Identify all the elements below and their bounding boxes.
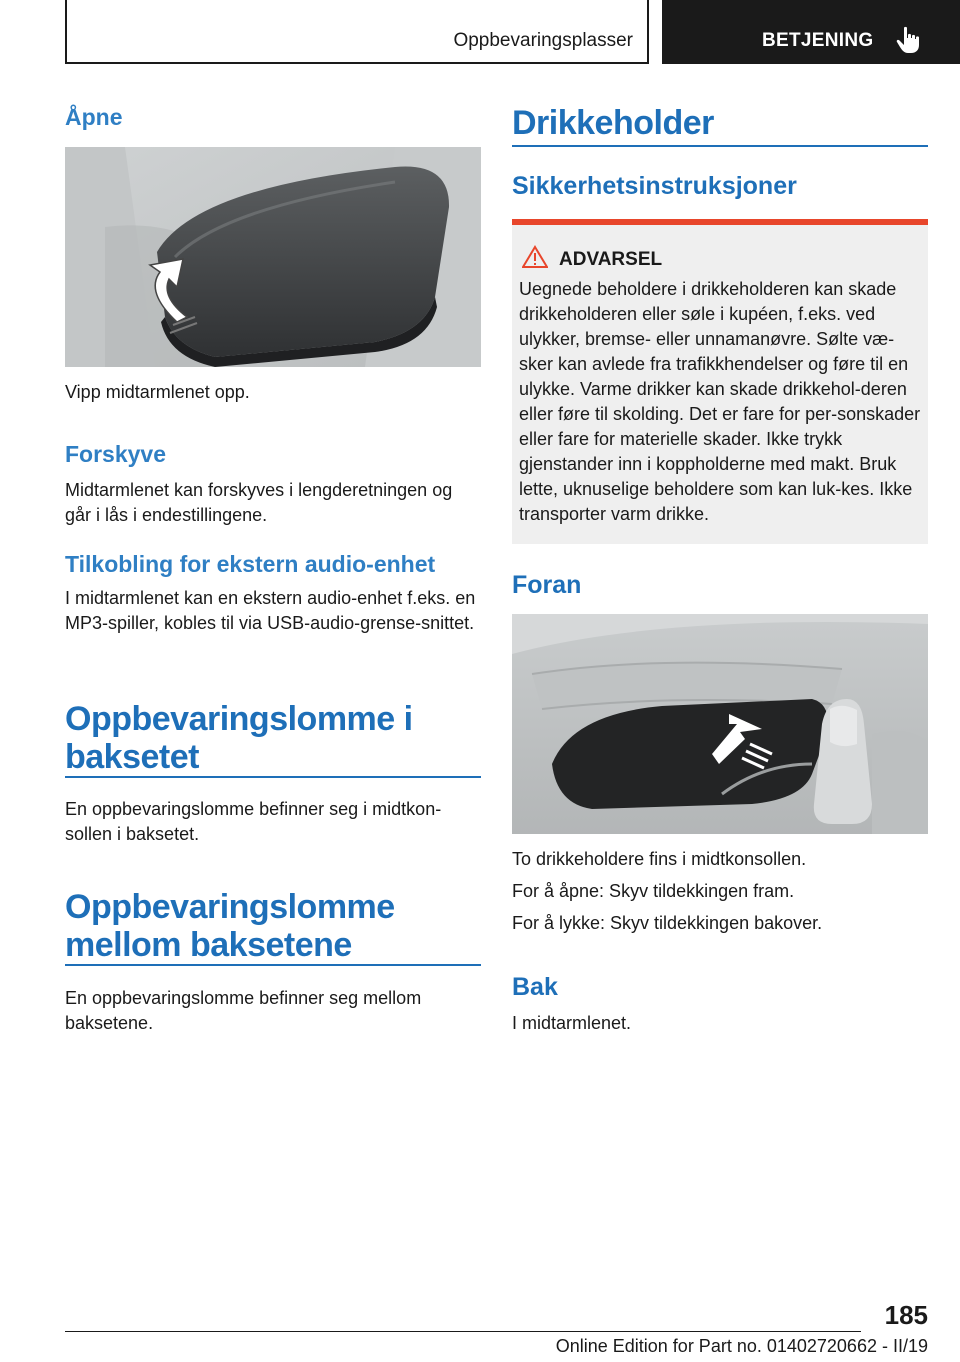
open-caption: Vipp midtarmlenet opp. xyxy=(65,382,250,402)
shift-heading: Forskyve xyxy=(65,441,167,467)
header-chapter-tab xyxy=(662,0,960,64)
front-line3: For å lykke: Skyv tildekkingen bakover. xyxy=(512,913,823,933)
front-heading: Foran xyxy=(512,571,582,599)
warning-box xyxy=(512,219,928,544)
between-heading: Oppbevaringslomme mellom baksetene xyxy=(65,888,395,964)
warning-triangle-icon xyxy=(522,245,548,269)
header-section-tab xyxy=(65,0,649,64)
footer-rule xyxy=(65,1331,861,1332)
rear-heading: Bak xyxy=(512,973,558,1001)
front-line2: For å åpne: Skyv tildekkingen fram. xyxy=(512,881,795,901)
rear-seat-text: En oppbevaringslomme befinner seg i midtkon-sollen i baksetet. xyxy=(65,799,442,844)
header-section-title: Oppbevaringsplasser xyxy=(453,30,633,51)
header-chapter-title: BETJENING xyxy=(762,30,874,51)
warning-title: ADVARSEL xyxy=(559,249,663,270)
rear-text: I midtarmlenet. xyxy=(512,1013,632,1033)
between-rule xyxy=(65,964,481,966)
between-text: En oppbevaringslomme befinner seg mellom baksetene. xyxy=(65,988,422,1033)
warning-text: Uegnede beholdere i drikkeholderen kan skade drikkeholderen eller søle i kupéen, f.eks. ved ulykker, bremse- eller unnamanøvre. Sølte væ-sker kan avlede fra trafikkhendelser og føre til en ulykke. Varme drikker kan skade drikkehol-deren eller føre til skolding. Det er fare for per-sonskader eller fare for materielle skader. Ikke trykk gjenstander inn i koppholderne med makt. Bruk lette, uknuselige beholdere som kan luk-kes. Ikke transporter varm drikke. xyxy=(519,279,921,524)
armrest-photo xyxy=(65,147,481,367)
rear-seat-heading: Oppbevaringslomme i baksetet xyxy=(65,700,413,776)
audio-heading: Tilkobling for ekstern audio-enhet xyxy=(65,551,436,577)
shift-text: Midtarmlenet kan forskyves i lengderetningen og går i lås i endestillingene. xyxy=(65,480,453,525)
safety-heading: Sikkerhetsinstruksjoner xyxy=(512,172,797,200)
drink-holder-heading: Drikkeholder xyxy=(512,104,714,142)
drink-holder-rule xyxy=(512,145,928,147)
rear-seat-rule xyxy=(65,776,481,778)
open-heading: Åpne xyxy=(65,104,123,130)
page-number: 185 xyxy=(884,1300,928,1330)
edition-line: Online Edition for Part no. 01402720662 - II/19 xyxy=(555,1336,928,1356)
cupholder-photo xyxy=(512,614,928,834)
hand-pointer-icon xyxy=(896,26,922,54)
audio-text: I midtarmlenet kan en ekstern audio-enhet f.eks. en MP3-spiller, kobles til via USB-audio-grense-snittet. xyxy=(65,588,476,633)
front-line1: To drikkeholdere fins i midtkonsollen. xyxy=(512,849,807,869)
